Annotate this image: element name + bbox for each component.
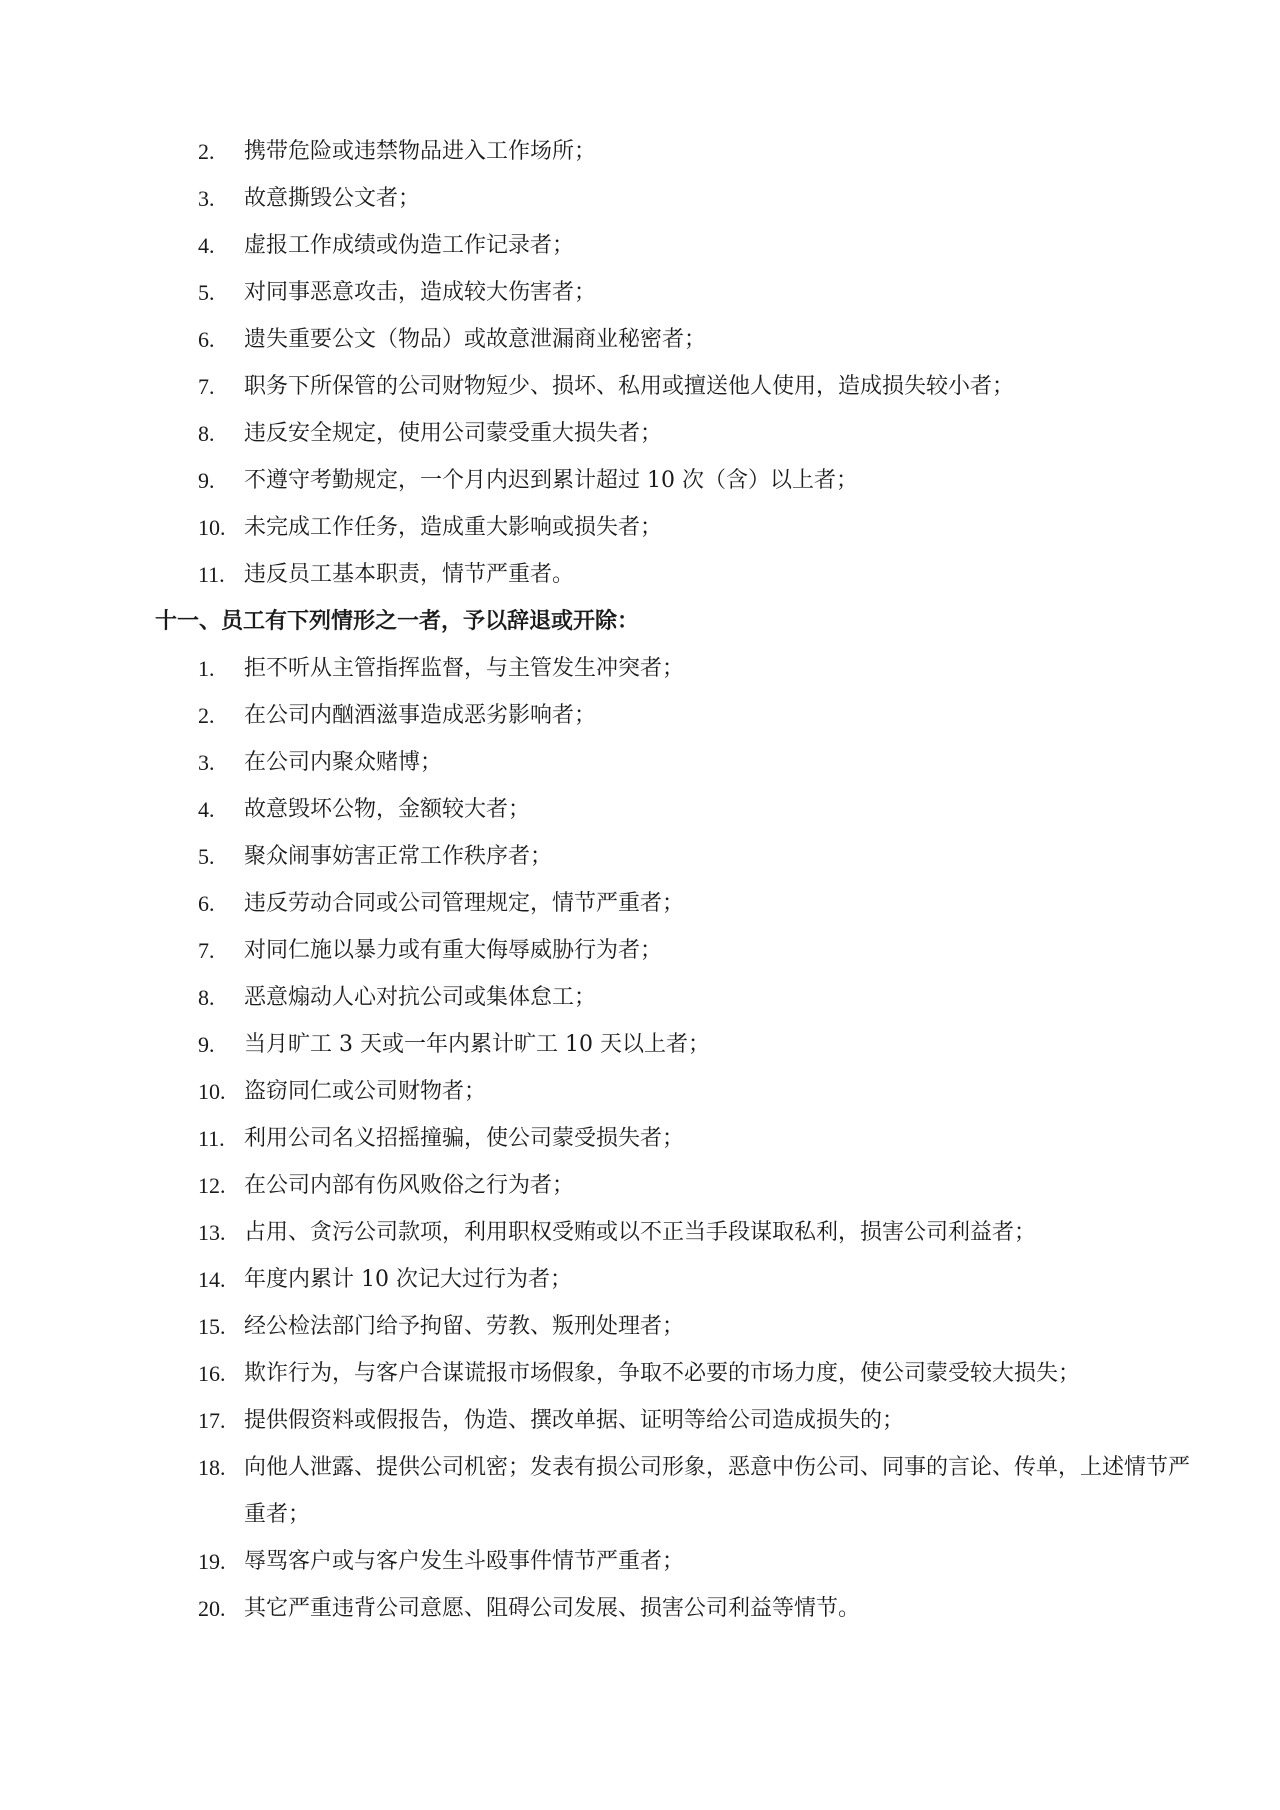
item-number: 13. [198,1220,226,1245]
item-number: 7. [198,938,215,963]
item-number: 8. [198,421,215,446]
item-text: 经公检法部门给予拘留、劳教、叛刑处理者； [244,1314,685,1339]
item-number: 7. [198,374,215,399]
item-text: 职务下所保管的公司财物短少、损坏、私用或擅送他人使用，造成损失较小者； [244,374,1015,399]
item-number: 5. [198,844,215,869]
item-text: 利用公司名义招摇撞骗，使公司蒙受损失者； [244,1126,685,1151]
item-number: 6. [198,327,215,352]
item-number: 10. [198,1079,226,1104]
item-text: 携带危险或违禁物品进入工作场所； [244,139,597,164]
item-text: 辱骂客户或与客户发生斗殴事件情节严重者； [244,1549,685,1574]
section-heading: 十一、员工有下列情形之一者，予以辞退或开除： [155,608,640,634]
item-text: 违反劳动合同或公司管理规定，情节严重者； [244,891,685,916]
item-number: 3. [198,186,215,211]
item-text: 对同仁施以暴力或有重大侮辱威胁行为者； [244,938,663,963]
item-text: 其它严重违背公司意愿、阻碍公司发展、损害公司利益等情节。 [244,1596,861,1621]
item-number: 5. [198,280,215,305]
item-text: 拒不听从主管指挥监督，与主管发生冲突者； [244,656,685,681]
item-number: 9. [198,468,215,493]
item-text: 提供假资料或假报告，伪造、撰改单据、证明等给公司造成损失的； [244,1408,905,1433]
item-text: 在公司内聚众赌博； [244,750,443,775]
item-text: 盗窃同仁或公司财物者； [244,1079,487,1104]
item-number: 15. [198,1314,226,1339]
item-text: 向他人泄露、提供公司机密；发表有损公司形象，恶意中伤公司、同事的言论、传单，上述情节严重者； [244,1455,1191,1527]
item-text: 故意毁坏公物，金额较大者； [244,797,531,822]
item-text: 对同事恶意攻击，造成较大伤害者； [244,280,597,305]
item-text: 恶意煽动人心对抗公司或集体怠工； [244,985,597,1010]
item-number: 19. [198,1549,226,1574]
item-number: 2. [198,703,215,728]
item-number: 11. [198,1126,225,1151]
item-text: 占用、贪污公司款项，利用职权受贿或以不正当手段谋取私利，损害公司利益者； [244,1220,1037,1245]
item-number: 12. [198,1173,226,1198]
item-number: 14. [198,1267,226,1292]
item-number: 2. [198,139,215,164]
item-text: 当月旷工 3 天或一年内累计旷工 10 天以上者； [244,1032,710,1057]
item-number: 16. [198,1361,226,1386]
item-number: 9. [198,1032,215,1057]
item-number: 1. [198,656,215,681]
item-text: 在公司内部有伤风败俗之行为者； [244,1173,575,1198]
item-number: 20. [198,1596,226,1621]
item-number: 4. [198,233,215,258]
item-text: 欺诈行为，与客户合谋谎报市场假象，争取不必要的市场力度，使公司蒙受较大损失； [244,1361,1081,1386]
item-number: 8. [198,985,215,1010]
item-number: 6. [198,891,215,916]
item-number: 10. [198,515,226,540]
item-number: 17. [198,1408,226,1433]
item-text: 遗失重要公文（物品）或故意泄漏商业秘密者； [244,327,707,352]
item-number: 3. [198,750,215,775]
item-number: 11. [198,562,225,587]
item-text: 故意撕毁公文者； [244,186,421,211]
item-text: 在公司内酗酒滋事造成恶劣影响者； [244,703,597,728]
item-number: 4. [198,797,215,822]
item-text: 不遵守考勤规定，一个月内迟到累计超过 10 次（含）以上者； [244,468,858,493]
item-text: 虚报工作成绩或伪造工作记录者； [244,233,575,258]
item-text: 未完成工作任务，造成重大影响或损失者； [244,515,663,540]
item-text: 违反安全规定，使用公司蒙受重大损失者； [244,421,663,446]
item-text: 聚众闹事妨害正常工作秩序者； [244,844,553,869]
item-text: 违反员工基本职责，情节严重者。 [244,562,575,587]
item-number: 18. [198,1455,226,1480]
item-text: 年度内累计 10 次记大过行为者； [244,1267,572,1292]
